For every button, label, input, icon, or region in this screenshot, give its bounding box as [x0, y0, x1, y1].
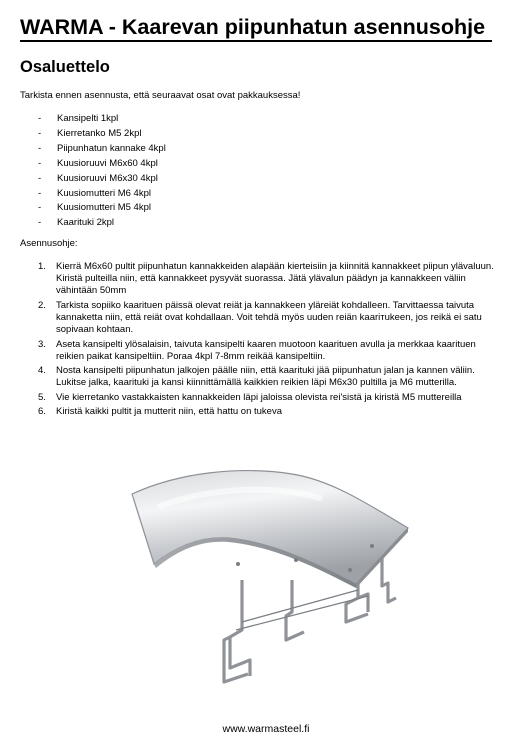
list-item	[38, 201, 166, 216]
step-number: 5.	[38, 391, 46, 403]
threaded-rods	[236, 590, 368, 630]
title-underline	[20, 40, 492, 42]
list-dash: -	[38, 157, 42, 169]
website-footer: www.warmasteel.fi	[222, 723, 310, 735]
part-label: Piipunhatun kannake 4kpl	[57, 142, 166, 154]
step-number: 1.	[38, 261, 46, 272]
part-label: Kuusiomutteri M6 4kpl	[57, 187, 151, 199]
list-item	[38, 392, 506, 404]
list-item	[38, 157, 166, 172]
part-label: Kierretanko M5 2kpl	[57, 127, 142, 139]
step-number: 2.	[38, 299, 46, 311]
step-text: Aseta kansipelti ylösalaisin, taivuta kansipelti kaaren muotoon kaarituen avulla ja merkkaa kaarituen reikien paikat kansipeltiin. Poraa 4kpl 7-8mm reikää kansipeltiin.	[56, 338, 476, 362]
document-title: WARMA - Kaarevan piipunhatun asennusohje	[20, 15, 486, 39]
step-text: Nosta kansipelti piipunhatun jalkojen päälle niin, että kaarituki jää piipunhatun jalan ja kannen väliin. Lukitse jalka, kaarituki ja kansi kiinnittämällä kaikkien reikien läpi M6x30 pultilla ja M6 mutterilla.	[56, 365, 475, 389]
intro-text: Tarkista ennen asennusta, että seuraavat osat ovat pakkauksessa!	[20, 90, 301, 101]
step-number: 6.	[38, 406, 46, 418]
list-dash: -	[38, 172, 42, 184]
list-dash: -	[38, 113, 42, 124]
part-label: Kansipelti 1kpl	[57, 113, 119, 124]
list-item	[38, 406, 506, 418]
list-item	[38, 339, 506, 363]
list-item	[38, 365, 506, 389]
list-item	[38, 172, 166, 187]
list-dash: -	[38, 202, 42, 214]
list-item	[38, 187, 166, 202]
step-text: Kiristä kaikki pultit ja mutterit niin, että hattu on tukeva	[56, 406, 282, 418]
list-item	[38, 300, 506, 337]
step-text: Kierrä M6x60 pultit piipunhatun kannakkeiden alapään kierteisiin ja kiinnitä kannakkeet piipun ylävaluun. Kiristä pulteilla niin, että kannakkeet pysyvät suorassa. Jätä ylävalun päädyn ja kannakkeen väliin vähintään 50mm	[56, 261, 494, 297]
list-item	[38, 112, 166, 127]
chimney-cap-product-image	[120, 462, 420, 702]
list-dash: -	[38, 187, 42, 199]
instructions-list	[38, 261, 506, 421]
step-number: 4.	[38, 365, 46, 377]
list-item	[38, 261, 506, 298]
list-item	[38, 216, 166, 231]
step-number: 3.	[38, 338, 46, 350]
step-text: Tarkista sopiiko kaarituen päissä olevat reiät ja kannakkeen yläreiät kohdalleen. Tarvittaessa taivuta kannaketta niin, että reiät ovat kohdallaan. Voit tehdä myös uuden reiän kaarітukeen, jos reikä ei satu sopivaan kohtaan.	[56, 299, 482, 336]
list-item	[38, 127, 166, 142]
instructions-heading: Asennusohje:	[20, 238, 78, 249]
list-item	[38, 142, 166, 157]
part-label: Kuusioruuvi M6x60 4kpl	[57, 157, 158, 169]
part-label: Kaarituki 2kpl	[57, 217, 115, 229]
part-label: Kuusioruuvi M6x30 4kpl	[57, 172, 158, 184]
list-dash: -	[38, 127, 42, 139]
parts-list	[38, 112, 166, 231]
step-text: Vie kierretanko vastakkaisten kannakkeiden läpi jaloissa olevista rei'sistä ja kiristä M5 muttereilla	[56, 391, 462, 403]
list-dash: -	[38, 217, 42, 229]
parts-list-heading: Osaluettelo	[20, 58, 110, 76]
part-label: Kuusiomutteri M5 4kpl	[57, 202, 151, 214]
list-dash: -	[38, 142, 42, 154]
